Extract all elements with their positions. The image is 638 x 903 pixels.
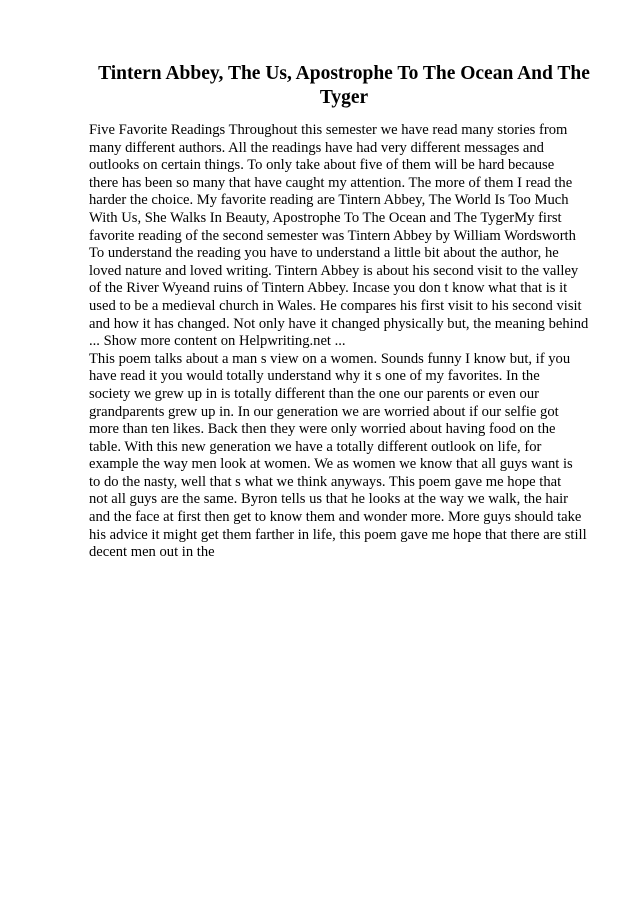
text-line: many different authors. All the readings have had very different messages and xyxy=(89,139,544,156)
text-line: there has been so many that have caught my attention. The more of them I read the xyxy=(89,174,573,191)
text-line: With Us, She Walks In Beauty, Apostrophe To The Ocean and The TygerMy first xyxy=(89,209,562,226)
paragraph-1 xyxy=(89,122,599,351)
text-line: table. With this new generation we have a totally different outlook on life, for xyxy=(89,438,542,455)
text-line: more than ten likes. Back then they were only worried about having food on the xyxy=(89,421,556,438)
text-line: loved nature and loved writing. Tintern Abbey is about his second visit to the valley xyxy=(89,262,579,279)
text-line: have read it you would totally understand why it s one of my favorites. In the xyxy=(89,368,540,385)
text-line: favorite reading of the second semester was Tintern Abbey by William Wordsworth xyxy=(89,227,576,244)
paragraph-2 xyxy=(89,351,599,562)
text-line: To understand the reading you have to understand a little bit about the author, he xyxy=(89,245,559,262)
text-line: grandparents grew up in. In our generation we are worried about if our selfie got xyxy=(89,403,559,420)
text-line: This poem talks about a man s view on a women. Sounds funny I know but, if you xyxy=(89,350,571,367)
text-line: harder the choice. My favorite reading are Tintern Abbey, The World Is Too Much xyxy=(89,192,569,209)
text-line: outlooks on certain things. To only take about five of them will be hard because xyxy=(89,157,555,174)
document-body xyxy=(89,122,599,562)
text-line: used to be a medieval church in Wales. He compares his first visit to his second visit xyxy=(89,297,582,314)
text-line: of the River Wyeand ruins of Tintern Abbey. Incase you don t know what that is it xyxy=(89,280,568,297)
text-line: and how it has changed. Not only have it changed physically but, the meaning behind xyxy=(89,315,589,332)
text-line: to do the nasty, well that s what we think anyways. This poem gave me hope that xyxy=(89,473,562,490)
text-line: example the way men look at women. We as women we know that all guys want is xyxy=(89,456,573,473)
text-line: his advice it might get them farther in life, this poem gave me hope that there are still xyxy=(89,526,587,543)
text-line: Five Favorite Readings Throughout this semester we have read many stories from xyxy=(89,122,568,138)
text-line: decent men out in the xyxy=(89,544,215,561)
text-line: not all guys are the same. Byron tells us that he looks at the way we walk, the hair xyxy=(89,491,569,508)
text-line: society we grew up in is totally different than the one our parents or even our xyxy=(89,385,539,402)
document-title: Tintern Abbey, The Us, Apostrophe To The Ocean And The Tyger xyxy=(98,63,590,108)
show-more-line: ... Show more content on Helpwriting.net ... xyxy=(89,333,346,350)
text-line: and the face at first then get to know them and wonder more. More guys should take xyxy=(89,509,582,526)
